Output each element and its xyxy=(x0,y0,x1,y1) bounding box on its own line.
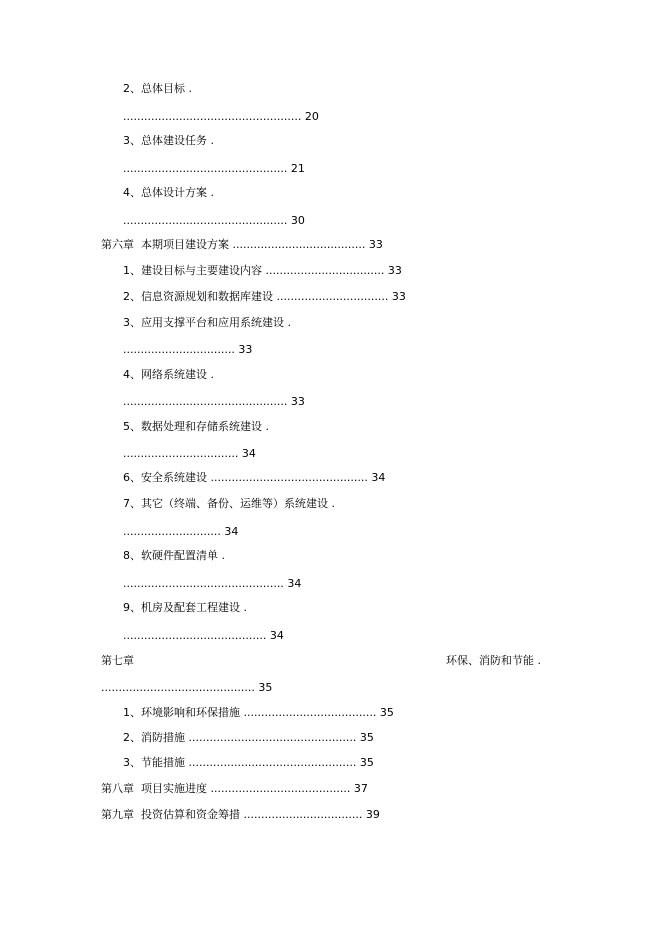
toc-chapter-7-label[interactable]: 第七章 xyxy=(101,654,134,667)
toc-entry-7-1[interactable]: 1、环境影响和环保措施 ...................................... 35 xyxy=(123,706,394,719)
toc-entry-6-3[interactable]: 3、应用支撑平台和应用系统建设 . xyxy=(123,316,291,329)
toc-chapter-8[interactable]: 第八章 项目实施进度 ........................................ 37 xyxy=(101,782,368,795)
toc-entry-overall-design[interactable]: 4、总体设计方案 . xyxy=(123,186,214,199)
toc-entry-6-1[interactable]: 1、建设目标与主要建设内容 .................................. 33 xyxy=(123,264,402,277)
toc-leader-6-9: ......................................... 34 xyxy=(123,629,284,642)
toc-leader-page-20: ................................................... 20 xyxy=(123,110,319,123)
toc-entry-6-6[interactable]: 6、安全系统建设 ............................................. 34 xyxy=(123,471,386,484)
toc-entry-overall-goal[interactable]: 2、总体目标 . xyxy=(123,82,192,95)
toc-leader-page-21: ............................................... 21 xyxy=(123,162,305,175)
toc-entry-7-2[interactable]: 2、消防措施 ................................................ 35 xyxy=(123,731,374,744)
toc-leader-6-3: ................................ 33 xyxy=(123,343,253,356)
toc-leader-6-7: ............................ 34 xyxy=(123,525,239,538)
toc-chapter-6[interactable]: 第六章 本期项目建设方案 ...................................... 33 xyxy=(101,238,383,251)
toc-entry-6-4[interactable]: 4、网络系统建设 . xyxy=(123,368,214,381)
toc-entry-6-9[interactable]: 9、机房及配套工程建设 . xyxy=(123,601,247,614)
toc-entry-6-5[interactable]: 5、数据处理和存储系统建设 . xyxy=(123,420,269,433)
toc-chapter-7-title[interactable]: 环保、消防和节能 . xyxy=(446,654,541,667)
toc-entry-6-8[interactable]: 8、软硬件配置清单 . xyxy=(123,549,225,562)
toc-entry-6-7[interactable]: 7、其它（终端、备份、运维等）系统建设 . xyxy=(123,497,335,510)
toc-entry-7-3[interactable]: 3、节能措施 ................................................ 35 xyxy=(123,756,374,769)
toc-leader-chapter-7: ............................................ 35 xyxy=(101,681,273,694)
toc-chapter-9[interactable]: 第九章 投资估算和资金筹措 .................................. 39 xyxy=(101,808,380,821)
toc-leader-6-4: ............................................... 33 xyxy=(123,395,305,408)
toc-leader-6-8: .............................................. 34 xyxy=(123,577,302,590)
toc-leader-page-30: ............................................... 30 xyxy=(123,214,305,227)
toc-leader-6-5: ................................. 34 xyxy=(123,447,256,460)
toc-entry-overall-tasks[interactable]: 3、总体建设任务 . xyxy=(123,134,214,147)
toc-entry-6-2[interactable]: 2、信息资源规划和数据库建设 ................................ 33 xyxy=(123,290,406,303)
